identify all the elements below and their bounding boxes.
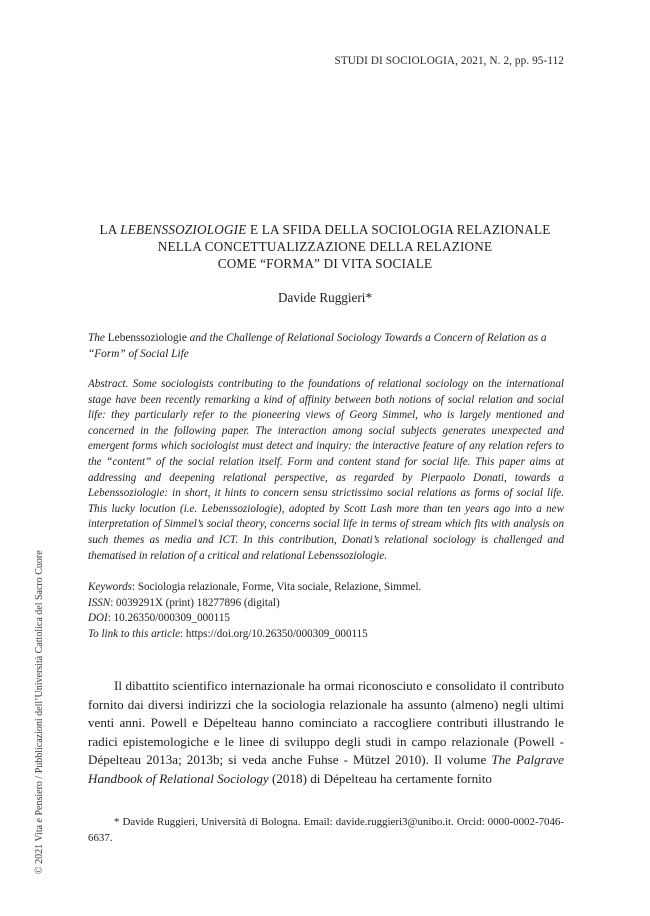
- body-text-italic-title: The Palgrave Handbook of Relational Sociology: [88, 752, 564, 786]
- english-title-pre: The: [88, 332, 108, 344]
- body-text-part-2: (2018) di Dépelteau ha certamente fornito: [268, 770, 492, 786]
- issn-label: ISSN: [88, 596, 111, 609]
- footnote-text: * Davide Ruggieri, Università di Bologna. Email: davide.ruggieri3@unibo.it. Orcid: 0000-0002-7046-6637.: [88, 816, 564, 844]
- english-title-upright: Lebenssoziologie: [107, 332, 187, 344]
- title-line-1: [60, 221, 590, 238]
- copyright-sidebar: © 2021 Vita e Pensiero / Pubblicazioni dell’Università Cattolica del Sacro Cuore: [34, 550, 45, 874]
- link-line: [88, 627, 564, 643]
- title-line-1-post: E LA SFIDA DELLA SOCIOLOGIA RELAZIONALE: [246, 222, 551, 237]
- article-title: [60, 221, 590, 272]
- issn-value: : 0039291X (print) 18277896 (digital): [110, 596, 280, 609]
- abstract: Abstract. Some sociologists contributing to the foundations of relational sociology on the international stage have been recently remarking a kind of affinity between both notions of social relation and social life: they particularly refer to the pioneering views of Georg Simmel, who is largely mentioned and concerned in the following paper. The interaction among social subjects generates unexpected and emergent forms which sociologist must detect and inquiry: the interactive feature of any relation refers to the “content” of the social relation itself. Form and content stand for social life. This paper aims at addressing and deepening relational perspective, as regarded by Pierpaolo Donati, towards a Lebenssoziologie: in short, it hints to concern sensu strictissimo social relations as forms of social life. This lucky locution (i.e. Lebenssoziologie), adopted by Scott Lash more than ten years ago into a new interpretation of Simmel’s social theory, concerns social life in terms of stream which fits with analysis on such themes as media and ICT. In this contribution, Donati’s relational sociology is challenged and thematised in relation of a critical and relational Lebenssoziologie.: [88, 378, 564, 562]
- english-title: [88, 330, 564, 362]
- body-text: [88, 677, 564, 788]
- issn-line: [88, 596, 564, 612]
- doi-value: : 10.26350/000309_000115: [107, 612, 230, 625]
- link-label: To link to this article: [88, 628, 181, 641]
- body-text-part-1: Il dibattito scientifico internazionale ha ormai riconosciuto e consolidato il contributo fornito dai diversi indirizzi che la sociologia relazionale ha assunto (almeno) negli ultimi venti anni. Powell e Dépelteau hanno cominciato a raccogliere contributi illustrando le radici epistemologiche e le linee di sviluppo degli studi in campo relazionale (Powell - Dépelteau 2013a; 2013b; si veda anche Fuhse - Mützel 2010). Il volume: [88, 678, 564, 767]
- doi-line: [88, 611, 564, 627]
- article-metadata: [88, 580, 564, 643]
- english-title-post: and the Challenge of Relational Sociology Towards a Concern of Relation as a “Form” of Social Life: [88, 332, 547, 360]
- doi-label: DOI: [88, 612, 108, 625]
- title-line-1-pre: LA: [99, 222, 121, 237]
- keywords-line: [88, 580, 564, 596]
- link-value: : https://doi.org/10.26350/000309_000115: [180, 628, 368, 641]
- keywords-label: Keywords: [88, 581, 132, 593]
- footnote: [88, 815, 564, 846]
- author-name: Davide Ruggieri*: [277, 290, 373, 305]
- title-line-2: NELLA CONCETTUALIZZAZIONE DELLA RELAZIONE: [157, 239, 493, 254]
- body-paragraph: [88, 677, 564, 788]
- keywords-value: : Sociologia relazionale, Forme, Vita sociale, Relazione, Simmel.: [131, 581, 422, 593]
- title-line-3: COME “FORMA” DI VITA SOCIALE: [217, 256, 433, 271]
- running-head: STUDI DI SOCIOLOGIA, 2021, N. 2, pp. 95-112: [334, 55, 564, 67]
- title-line-1-italic: LEBENSSOZIOLOGIE: [120, 222, 247, 237]
